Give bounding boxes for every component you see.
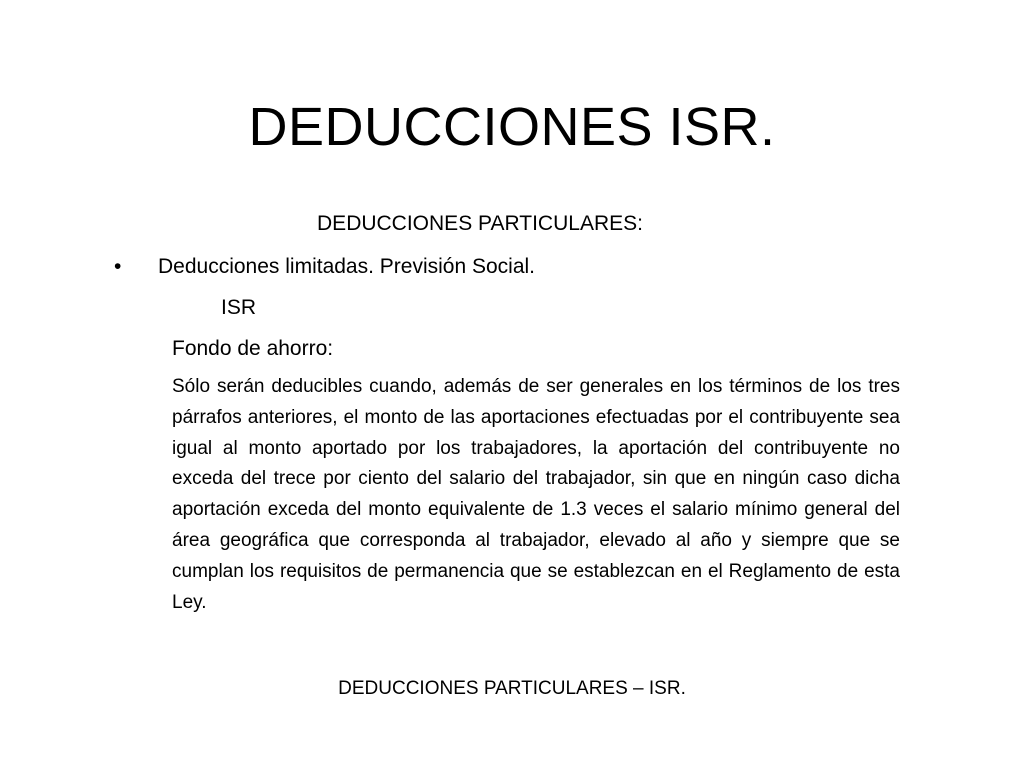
- bullet-text: Deducciones limitadas. Previsión Social.: [158, 255, 536, 278]
- body-paragraph: Sólo serán deducibles cuando, además de ser generales en los términos de los tres párrafos anteriores, el monto de las aportaciones efectuadas por el contribuyente sea igual al monto aportado por los trabajadores, la aportación del contribuyente no exceda del trece por ciento del salario del trabajador, sin que en ningún caso dicha aportación exceda del monto equivalente de 1.3 veces el salario mínimo general del área geográfica que corresponda al trabajador, elevado al año y siempre que se cumplan los requisitos de permanencia que se establezcan en el Reglamento de esta Ley.: [172, 376, 900, 613]
- bullet-item: [114, 252, 535, 282]
- bullet-icon: •: [114, 255, 122, 278]
- slide-title: DEDUCCIONES ISR.: [248, 97, 776, 157]
- slide-footer: DEDUCCIONES PARTICULARES – ISR.: [338, 678, 686, 699]
- isr-label: ISR: [221, 296, 257, 319]
- slide-subtitle: DEDUCCIONES PARTICULARES:: [317, 212, 643, 235]
- fondo-de-ahorro-label: Fondo de ahorro:: [172, 337, 334, 360]
